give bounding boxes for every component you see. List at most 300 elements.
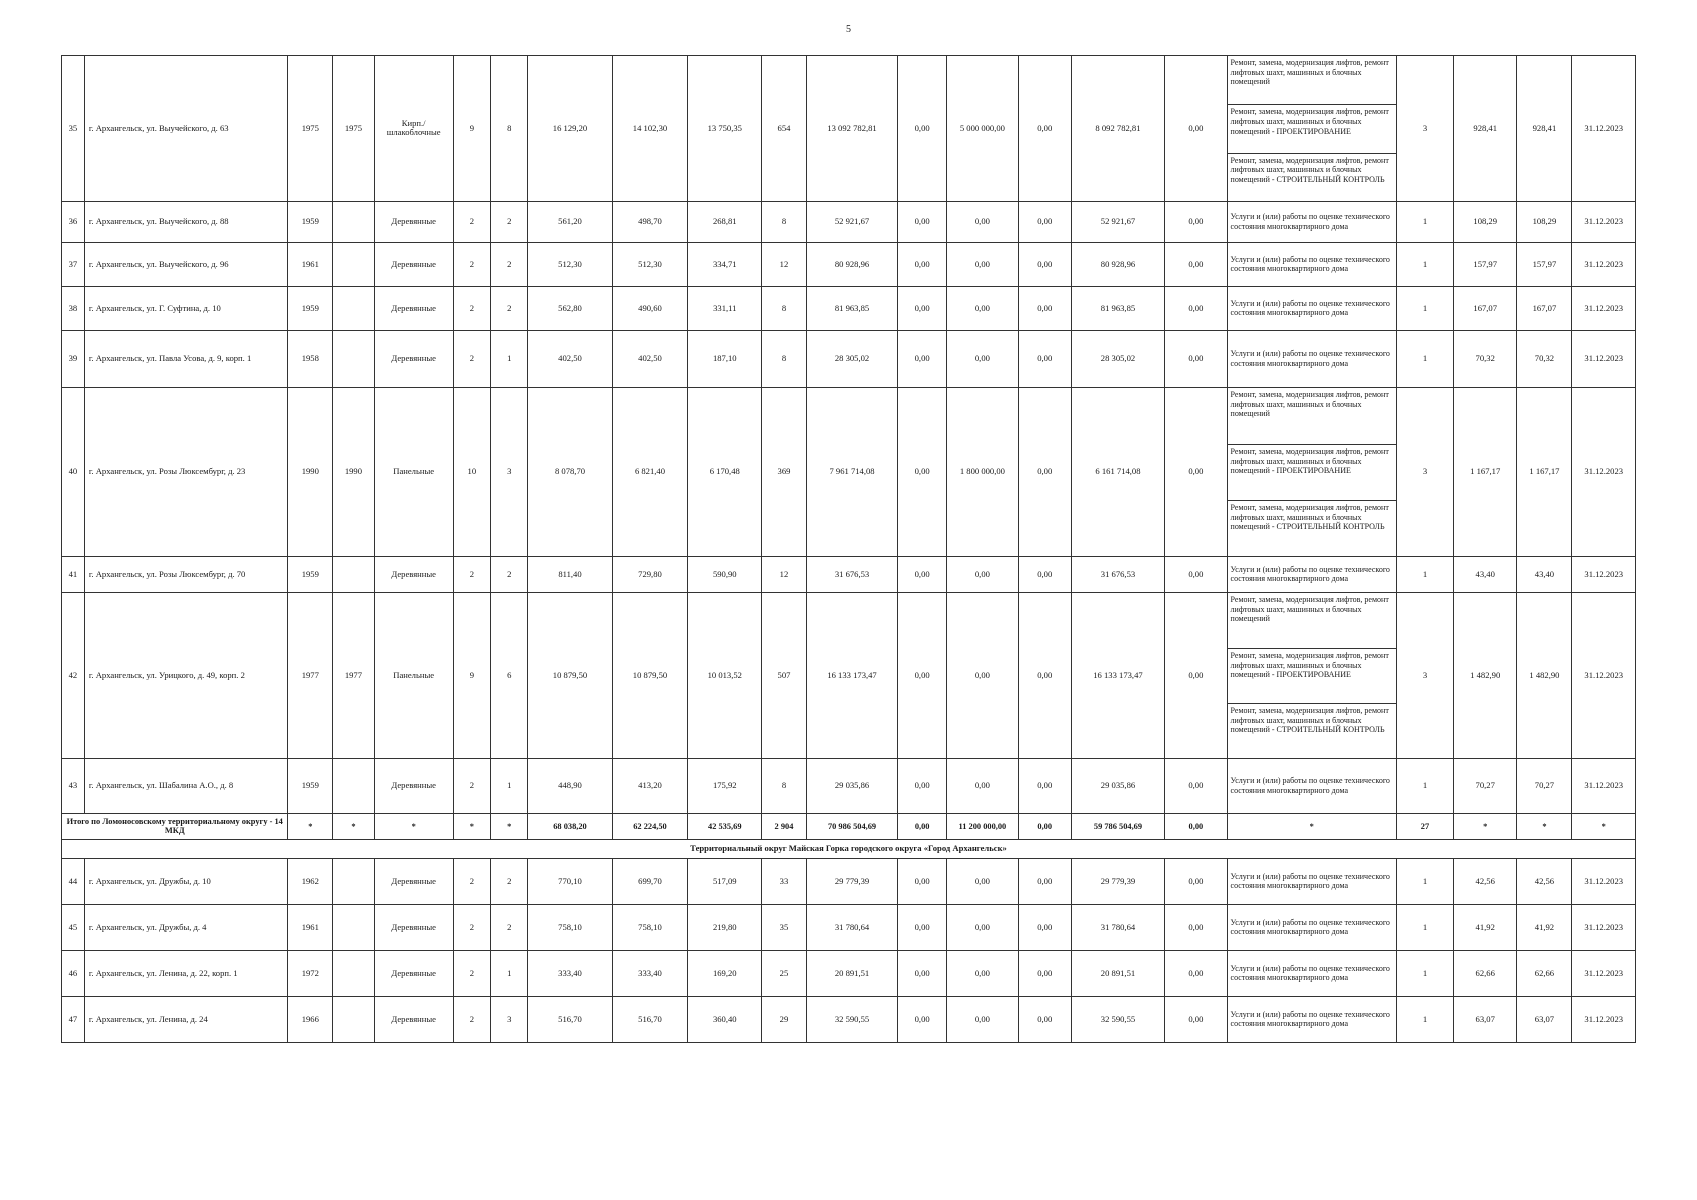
entrances-cell: 8	[491, 56, 528, 202]
works-cell	[1227, 758, 1396, 813]
works-cell	[1227, 556, 1396, 592]
wall-material-cell: Панельные	[374, 592, 453, 758]
works-cell	[1227, 242, 1396, 286]
star-cell: *	[1227, 813, 1396, 839]
unit-cost-max-cell: 43,40	[1517, 556, 1572, 592]
cost-total-cell: 32 590,55	[806, 996, 897, 1042]
wall-material-cell: Деревянные	[374, 242, 453, 286]
entrances-cell: 3	[491, 996, 528, 1042]
row-number: 37	[62, 242, 85, 286]
area-owners-cell: 334,71	[688, 242, 762, 286]
area-living-cell: 498,70	[612, 201, 688, 242]
work-item: Ремонт, замена, модернизация лифтов, ремонт лифтовых шахт, машинных и блочных помещений - СТРОИТЕЛЬНЫЙ КОНТРОЛЬ	[1228, 500, 1396, 556]
residents-cell: 654	[762, 56, 807, 202]
address-cell: г. Архангельск, ул. Ленина, д. 22, корп. 1	[84, 950, 288, 996]
residents-cell: 2 904	[762, 813, 807, 839]
fund-federal-cell: 0,00	[898, 950, 947, 996]
unit-cost-max-cell: 1 482,90	[1517, 592, 1572, 758]
residents-cell: 8	[762, 758, 807, 813]
wall-material-cell: Деревянные	[374, 556, 453, 592]
works-count-cell: 1	[1396, 996, 1453, 1042]
work-item: Услуги и (или) работы по оценке технического состояния многоквартирного дома	[1230, 917, 1390, 937]
work-item: Ремонт, замена, модернизация лифтов, ремонт лифтовых шахт, машинных и блочных помещений - СТРОИТЕЛЬНЫЙ КОНТРОЛЬ	[1228, 703, 1396, 758]
fund-federal-cell: 0,00	[898, 56, 947, 202]
cost-total-cell: 16 133 173,47	[806, 592, 897, 758]
area-owners-cell: 13 750,35	[688, 56, 762, 202]
works-count-cell: 3	[1396, 592, 1453, 758]
wall-material-cell: Деревянные	[374, 858, 453, 904]
fund-local-cell: 0,00	[1018, 387, 1071, 556]
fund-federal-cell: 0,00	[898, 387, 947, 556]
cost-total-cell: 7 961 714,08	[806, 387, 897, 556]
year-built-cell: 1961	[288, 242, 333, 286]
fund-local-cell: 0,00	[1018, 950, 1071, 996]
star-cell: *	[333, 813, 375, 839]
deadline-cell: 31.12.2023	[1572, 330, 1636, 387]
area-total-cell: 758,10	[528, 904, 612, 950]
area-living-cell: 490,60	[612, 286, 688, 330]
residents-cell: 12	[762, 242, 807, 286]
cost-total-cell: 80 928,96	[806, 242, 897, 286]
fund-other-cell: 0,00	[1165, 813, 1227, 839]
table-row	[62, 556, 1636, 592]
total-row	[62, 813, 1636, 839]
unit-cost-max-cell: 70,27	[1517, 758, 1572, 813]
area-owners-cell: 175,92	[688, 758, 762, 813]
area-owners-cell: 331,11	[688, 286, 762, 330]
year-built-cell: 1959	[288, 286, 333, 330]
fund-other-cell: 0,00	[1165, 56, 1227, 202]
area-living-cell: 758,10	[612, 904, 688, 950]
fund-region-cell: 0,00	[947, 556, 1019, 592]
area-owners-cell: 360,40	[688, 996, 762, 1042]
works-cell	[1227, 201, 1396, 242]
wall-material-cell: Деревянные	[374, 758, 453, 813]
area-total-cell: 811,40	[528, 556, 612, 592]
works-cell	[1227, 387, 1396, 556]
floors-cell: 2	[453, 242, 490, 286]
work-item: Услуги и (или) работы по оценке технического состояния многоквартирного дома	[1230, 298, 1390, 318]
table-row	[62, 904, 1636, 950]
year-commission-cell	[333, 996, 375, 1042]
deadline-cell: 31.12.2023	[1572, 858, 1636, 904]
works-count-cell: 1	[1396, 904, 1453, 950]
row-number: 47	[62, 996, 85, 1042]
fund-region-cell: 1 800 000,00	[947, 387, 1019, 556]
unit-cost-max-cell: 1 167,17	[1517, 387, 1572, 556]
residents-cell: 369	[762, 387, 807, 556]
entrances-cell: 1	[491, 950, 528, 996]
fund-local-cell: 0,00	[1018, 330, 1071, 387]
unit-cost-max-cell: 70,32	[1517, 330, 1572, 387]
unit-cost-cell: 63,07	[1454, 996, 1517, 1042]
unit-cost-cell: 62,66	[1454, 950, 1517, 996]
year-commission-cell	[333, 286, 375, 330]
work-item: Ремонт, замена, модернизация лифтов, ремонт лифтовых шахт, машинных и блочных помещений	[1230, 58, 1389, 87]
works-count-cell: 1	[1396, 242, 1453, 286]
fund-federal-cell: 0,00	[898, 758, 947, 813]
entrances-cell: 1	[491, 330, 528, 387]
total-label: Итого по Ломоносовскому территориальному округу - 14 МКД	[62, 813, 288, 839]
wall-material-cell: Панельные	[374, 387, 453, 556]
unit-cost-max-cell: 108,29	[1517, 201, 1572, 242]
area-total-cell: 16 129,20	[528, 56, 612, 202]
row-number: 41	[62, 556, 85, 592]
deadline-cell: 31.12.2023	[1572, 56, 1636, 202]
deadline-cell: 31.12.2023	[1572, 201, 1636, 242]
fund-local-cell: 0,00	[1018, 242, 1071, 286]
row-number: 43	[62, 758, 85, 813]
fund-region-cell: 0,00	[947, 330, 1019, 387]
address-cell: г. Архангельск, ул. Ленина, д. 24	[84, 996, 288, 1042]
fund-other-cell: 0,00	[1165, 904, 1227, 950]
fund-other-cell: 0,00	[1165, 286, 1227, 330]
wall-material-cell: Деревянные	[374, 201, 453, 242]
works-cell	[1227, 858, 1396, 904]
floors-cell: 2	[453, 996, 490, 1042]
floors-cell: 2	[453, 201, 490, 242]
deadline-cell: 31.12.2023	[1572, 950, 1636, 996]
fund-owners-cell: 8 092 782,81	[1071, 56, 1165, 202]
area-living-cell: 512,30	[612, 242, 688, 286]
area-total-cell: 561,20	[528, 201, 612, 242]
row-number: 42	[62, 592, 85, 758]
fund-other-cell: 0,00	[1165, 330, 1227, 387]
fund-federal-cell: 0,00	[898, 813, 947, 839]
cost-total-cell: 20 891,51	[806, 950, 897, 996]
address-cell: г. Архангельск, ул. Розы Люксембург, д. 70	[84, 556, 288, 592]
year-built-cell: 1959	[288, 201, 333, 242]
row-number: 39	[62, 330, 85, 387]
year-built-cell: 1975	[288, 56, 333, 202]
work-item: Услуги и (или) работы по оценке технического состояния многоквартирного дома	[1230, 212, 1390, 231]
table-row	[62, 858, 1636, 904]
area-owners-cell: 590,90	[688, 556, 762, 592]
work-item: Ремонт, замена, модернизация лифтов, ремонт лифтовых шахт, машинных и блочных помещений	[1230, 594, 1389, 624]
area-total-cell: 512,30	[528, 242, 612, 286]
row-number: 45	[62, 904, 85, 950]
fund-region-cell: 0,00	[947, 904, 1019, 950]
fund-federal-cell: 0,00	[898, 996, 947, 1042]
entrances-cell: 2	[491, 858, 528, 904]
area-owners-cell: 187,10	[688, 330, 762, 387]
area-total-cell: 10 879,50	[528, 592, 612, 758]
residents-cell: 29	[762, 996, 807, 1042]
table-body-lomonosovsky	[62, 56, 1636, 814]
works-cell	[1227, 904, 1396, 950]
works-count-cell: 1	[1396, 950, 1453, 996]
fund-local-cell: 0,00	[1018, 286, 1071, 330]
cost-total-cell: 81 963,85	[806, 286, 897, 330]
fund-other-cell: 0,00	[1165, 242, 1227, 286]
fund-region-cell: 0,00	[947, 286, 1019, 330]
unit-cost-max-cell: 167,07	[1517, 286, 1572, 330]
works-cell	[1227, 330, 1396, 387]
cost-total-cell: 31 780,64	[806, 904, 897, 950]
row-number: 36	[62, 201, 85, 242]
capital-repair-table	[61, 55, 1636, 1043]
fund-owners-cell: 32 590,55	[1071, 996, 1165, 1042]
area-total-cell: 516,70	[528, 996, 612, 1042]
fund-federal-cell: 0,00	[898, 201, 947, 242]
year-built-cell: 1962	[288, 858, 333, 904]
fund-owners-cell: 31 780,64	[1071, 904, 1165, 950]
floors-cell: 9	[453, 56, 490, 202]
works-count-cell: 1	[1396, 556, 1453, 592]
year-commission-cell	[333, 201, 375, 242]
area-total-cell: 562,80	[528, 286, 612, 330]
work-item: Услуги и (или) работы по оценке технического состояния многоквартирного дома	[1230, 871, 1390, 891]
star-cell: *	[374, 813, 453, 839]
unit-cost-cell: 167,07	[1454, 286, 1517, 330]
works-cell	[1227, 592, 1396, 758]
year-commission-cell	[333, 858, 375, 904]
star-cell: *	[1454, 813, 1517, 839]
table-row	[62, 996, 1636, 1042]
deadline-cell: 31.12.2023	[1572, 996, 1636, 1042]
floors-cell: 2	[453, 950, 490, 996]
year-built-cell: 1966	[288, 996, 333, 1042]
year-built-cell: 1990	[288, 387, 333, 556]
fund-local-cell: 0,00	[1018, 904, 1071, 950]
work-item: Ремонт, замена, модернизация лифтов, ремонт лифтовых шахт, машинных и блочных помещений - ПРОЕКТИРОВАНИЕ	[1228, 104, 1396, 152]
area-living-cell: 14 102,30	[612, 56, 688, 202]
work-item: Услуги и (или) работы по оценке технического состояния многоквартирного дома	[1230, 963, 1390, 983]
fund-other-cell: 0,00	[1165, 758, 1227, 813]
work-item: Ремонт, замена, модернизация лифтов, ремонт лифтовых шахт, машинных и блочных помещений	[1230, 389, 1389, 419]
star-cell: *	[453, 813, 490, 839]
fund-federal-cell: 0,00	[898, 556, 947, 592]
area-living-cell: 729,80	[612, 556, 688, 592]
year-built-cell: 1958	[288, 330, 333, 387]
works-count-cell: 1	[1396, 858, 1453, 904]
year-built-cell: 1959	[288, 758, 333, 813]
unit-cost-max-cell: 41,92	[1517, 904, 1572, 950]
page-number: 5	[846, 24, 851, 35]
year-commission-cell	[333, 904, 375, 950]
table-row	[62, 592, 1636, 758]
area-total-cell: 68 038,20	[528, 813, 612, 839]
fund-owners-cell: 6 161 714,08	[1071, 387, 1165, 556]
row-number: 46	[62, 950, 85, 996]
year-built-cell: 1972	[288, 950, 333, 996]
floors-cell: 2	[453, 904, 490, 950]
table-body-mayskaya-gorka	[62, 858, 1636, 1042]
star-cell: *	[1572, 813, 1636, 839]
fund-local-cell: 0,00	[1018, 556, 1071, 592]
deadline-cell: 31.12.2023	[1572, 904, 1636, 950]
table-section-header	[62, 839, 1636, 858]
floors-cell: 2	[453, 286, 490, 330]
fund-federal-cell: 0,00	[898, 330, 947, 387]
unit-cost-cell: 108,29	[1454, 201, 1517, 242]
address-cell: г. Архангельск, ул. Урицкого, д. 49, корп. 2	[84, 592, 288, 758]
table-total	[62, 813, 1636, 839]
fund-region-cell: 0,00	[947, 858, 1019, 904]
unit-cost-cell: 1 167,17	[1454, 387, 1517, 556]
work-item: Услуги и (или) работы по оценке технического состояния многоквартирного дома	[1230, 776, 1390, 795]
work-item: Услуги и (или) работы по оценке технического состояния многоквартирного дома	[1230, 349, 1390, 368]
works-count-cell: 1	[1396, 201, 1453, 242]
year-commission-cell	[333, 950, 375, 996]
works-count-cell: 3	[1396, 56, 1453, 202]
unit-cost-max-cell: 63,07	[1517, 996, 1572, 1042]
wall-material-cell: Деревянные	[374, 330, 453, 387]
works-count-cell: 3	[1396, 387, 1453, 556]
fund-owners-cell: 59 786 504,69	[1071, 813, 1165, 839]
year-commission-cell	[333, 330, 375, 387]
area-total-cell: 402,50	[528, 330, 612, 387]
cost-total-cell: 70 986 504,69	[806, 813, 897, 839]
fund-region-cell: 0,00	[947, 242, 1019, 286]
work-item: Ремонт, замена, модернизация лифтов, ремонт лифтовых шахт, машинных и блочных помещений - ПРОЕКТИРОВАНИЕ	[1228, 648, 1396, 703]
area-owners-cell: 219,80	[688, 904, 762, 950]
fund-local-cell: 0,00	[1018, 996, 1071, 1042]
address-cell: г. Архангельск, ул. Выучейского, д. 63	[84, 56, 288, 202]
floors-cell: 9	[453, 592, 490, 758]
cost-total-cell: 31 676,53	[806, 556, 897, 592]
unit-cost-max-cell: 42,56	[1517, 858, 1572, 904]
residents-cell: 35	[762, 904, 807, 950]
fund-owners-cell: 80 928,96	[1071, 242, 1165, 286]
address-cell: г. Архангельск, ул. Розы Люксембург, д. 23	[84, 387, 288, 556]
row-number: 38	[62, 286, 85, 330]
floors-cell: 10	[453, 387, 490, 556]
area-living-cell: 402,50	[612, 330, 688, 387]
section-row	[62, 839, 1636, 858]
area-owners-cell: 169,20	[688, 950, 762, 996]
deadline-cell: 31.12.2023	[1572, 758, 1636, 813]
deadline-cell: 31.12.2023	[1572, 592, 1636, 758]
work-item: Ремонт, замена, модернизация лифтов, ремонт лифтовых шахт, машинных и блочных помещений - СТРОИТЕЛЬНЫЙ КОНТРОЛЬ	[1228, 153, 1396, 201]
unit-cost-max-cell: 62,66	[1517, 950, 1572, 996]
deadline-cell: 31.12.2023	[1572, 387, 1636, 556]
fund-local-cell: 0,00	[1018, 592, 1071, 758]
fund-owners-cell: 81 963,85	[1071, 286, 1165, 330]
year-built-cell: 1977	[288, 592, 333, 758]
area-owners-cell: 6 170,48	[688, 387, 762, 556]
unit-cost-cell: 70,27	[1454, 758, 1517, 813]
work-item: Услуги и (или) работы по оценке технического состояния многоквартирного дома	[1230, 1009, 1390, 1029]
fund-region-cell: 0,00	[947, 592, 1019, 758]
cost-total-cell: 52 921,67	[806, 201, 897, 242]
area-living-cell: 62 224,50	[612, 813, 688, 839]
year-built-cell: 1961	[288, 904, 333, 950]
wall-material-cell: Деревянные	[374, 996, 453, 1042]
works-cell	[1227, 950, 1396, 996]
fund-region-cell: 0,00	[947, 201, 1019, 242]
fund-region-cell: 0,00	[947, 996, 1019, 1042]
floors-cell: 2	[453, 858, 490, 904]
area-living-cell: 333,40	[612, 950, 688, 996]
fund-local-cell: 0,00	[1018, 201, 1071, 242]
works-cell	[1227, 286, 1396, 330]
unit-cost-cell: 1 482,90	[1454, 592, 1517, 758]
unit-cost-cell: 928,41	[1454, 56, 1517, 202]
works-cell	[1227, 56, 1396, 202]
fund-owners-cell: 28 305,02	[1071, 330, 1165, 387]
residents-cell: 33	[762, 858, 807, 904]
works-cell	[1227, 996, 1396, 1042]
residents-cell: 8	[762, 201, 807, 242]
deadline-cell: 31.12.2023	[1572, 286, 1636, 330]
cost-total-cell: 29 779,39	[806, 858, 897, 904]
fund-federal-cell: 0,00	[898, 858, 947, 904]
entrances-cell: 6	[491, 592, 528, 758]
unit-cost-cell: 41,92	[1454, 904, 1517, 950]
entrances-cell: 3	[491, 387, 528, 556]
fund-owners-cell: 29 779,39	[1071, 858, 1165, 904]
floors-cell: 2	[453, 758, 490, 813]
entrances-cell: 2	[491, 201, 528, 242]
wall-material-cell: Кирп./ шлакоблочные	[374, 56, 453, 202]
fund-federal-cell: 0,00	[898, 242, 947, 286]
area-total-cell: 333,40	[528, 950, 612, 996]
works-count-cell: 1	[1396, 330, 1453, 387]
fund-region-cell: 0,00	[947, 950, 1019, 996]
fund-region-cell: 11 200 000,00	[947, 813, 1019, 839]
entrances-cell: 1	[491, 758, 528, 813]
row-number: 40	[62, 387, 85, 556]
fund-other-cell: 0,00	[1165, 556, 1227, 592]
fund-local-cell: 0,00	[1018, 858, 1071, 904]
wall-material-cell: Деревянные	[374, 904, 453, 950]
residents-cell: 507	[762, 592, 807, 758]
fund-other-cell: 0,00	[1165, 592, 1227, 758]
star-cell: *	[491, 813, 528, 839]
residents-cell: 8	[762, 286, 807, 330]
area-living-cell: 699,70	[612, 858, 688, 904]
year-commission-cell	[333, 758, 375, 813]
row-number: 35	[62, 56, 85, 202]
area-owners-cell: 517,09	[688, 858, 762, 904]
year-commission-cell	[333, 556, 375, 592]
unit-cost-max-cell: 928,41	[1517, 56, 1572, 202]
area-living-cell: 413,20	[612, 758, 688, 813]
year-commission-cell	[333, 242, 375, 286]
entrances-cell: 2	[491, 556, 528, 592]
table-row	[62, 330, 1636, 387]
fund-other-cell: 0,00	[1165, 858, 1227, 904]
fund-federal-cell: 0,00	[898, 592, 947, 758]
fund-local-cell: 0,00	[1018, 56, 1071, 202]
star-cell: *	[1517, 813, 1572, 839]
table-row	[62, 242, 1636, 286]
residents-cell: 25	[762, 950, 807, 996]
area-owners-cell: 10 013,52	[688, 592, 762, 758]
fund-owners-cell: 20 891,51	[1071, 950, 1165, 996]
fund-owners-cell: 29 035,86	[1071, 758, 1165, 813]
fund-owners-cell: 16 133 173,47	[1071, 592, 1165, 758]
fund-other-cell: 0,00	[1165, 201, 1227, 242]
star-cell: *	[288, 813, 333, 839]
fund-region-cell: 0,00	[947, 758, 1019, 813]
fund-local-cell: 0,00	[1018, 758, 1071, 813]
area-total-cell: 8 078,70	[528, 387, 612, 556]
unit-cost-cell: 157,97	[1454, 242, 1517, 286]
table-row	[62, 201, 1636, 242]
unit-cost-max-cell: 157,97	[1517, 242, 1572, 286]
fund-other-cell: 0,00	[1165, 950, 1227, 996]
wall-material-cell: Деревянные	[374, 950, 453, 996]
year-built-cell: 1959	[288, 556, 333, 592]
cost-total-cell: 28 305,02	[806, 330, 897, 387]
unit-cost-cell: 70,32	[1454, 330, 1517, 387]
fund-federal-cell: 0,00	[898, 904, 947, 950]
area-total-cell: 770,10	[528, 858, 612, 904]
address-cell: г. Архангельск, ул. Дружбы, д. 4	[84, 904, 288, 950]
table-row	[62, 387, 1636, 556]
